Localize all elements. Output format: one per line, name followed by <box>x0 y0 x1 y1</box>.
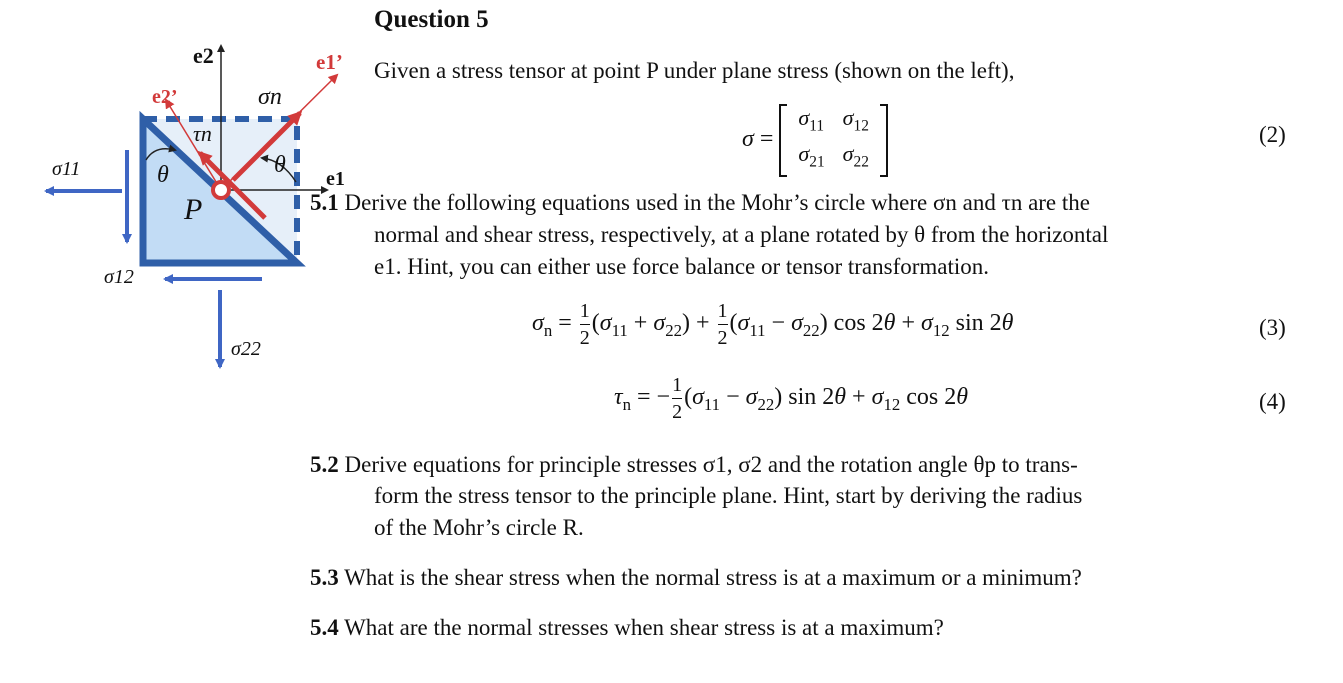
item-5-2-line1: Derive equations for principle stresses σ1, σ2 and the rotation angle θp to trans- <box>344 452 1078 477</box>
equation-3: $\sigma_n$ = $\frac{1}{2}$ $(\sigma_{11} + \sigma_{22})$ + $\frac{1}{2}$ $(\sigma_{11} - \sigma_{22})$ $\cos 2\theta + \sigma_{12}$ sin 2θ <box>532 300 1014 349</box>
item-5-2-line2: form the stress tensor to the principle plane. Hint, start by deriving the radius <box>374 483 1083 508</box>
item-5-1-line2: normal and shear stress, respectively, at a plane rotated by θ from the horizontal <box>374 222 1109 247</box>
label-sigma22: σ22 <box>231 338 261 360</box>
label-P: P <box>184 193 203 226</box>
item-5-3-number: 5.3 <box>310 565 339 590</box>
item-5-2-line3: of the Mohr’s circle R. <box>374 515 584 540</box>
item-5-4-number: 5.4 <box>310 615 339 640</box>
label-sigma12: σ12 <box>104 266 134 288</box>
equation-4-number: (4) <box>1259 389 1286 414</box>
point-p-marker <box>213 182 229 198</box>
label-e1-prime: e1’ <box>316 50 343 74</box>
item-5-1-number: 5.1 <box>310 190 339 215</box>
stress-element-diagram <box>0 0 360 400</box>
equation-2-number: (2) <box>1259 122 1286 147</box>
item-5-1-line3: e1. Hint, you can either use force balance or tensor transformation. <box>374 254 990 279</box>
item-5-2-number: 5.2 <box>310 452 339 477</box>
question-title: Question 5 <box>374 6 489 33</box>
item-5-4-text: What are the normal stresses when shear stress is at a maximum? <box>344 615 944 640</box>
equation-4: $\tau_n$ = − $\frac{1}{2}$ $(\sigma_{11} - \sigma_{22})$ $\sin 2\theta + \sigma_{12}$ cos 2θ <box>614 374 969 423</box>
label-e2: e2 <box>193 43 214 68</box>
label-sigma-n: σn <box>258 84 282 110</box>
equation-3-number: (3) <box>1259 315 1286 340</box>
label-theta-left: θ <box>157 162 169 188</box>
item-5-1-line1: Derive the following equations used in the Mohr’s circle where σn and τn are the <box>344 190 1090 215</box>
item-5-1 <box>310 187 1090 219</box>
item-5-3-text: What is the shear stress when the normal stress is at a maximum or a minimum? <box>344 565 1082 590</box>
item-5-2 <box>310 449 1078 481</box>
label-theta-right: θ <box>274 152 286 178</box>
item-5-3 <box>310 562 1082 594</box>
equation-2: σ = $\sigma_{11}$ $\sigma_{12}$ $\sigma_{21}$ $\sigma_{22}$ <box>742 104 888 177</box>
label-tau-n: τn <box>193 121 212 146</box>
label-e2-prime: e2’ <box>152 86 178 108</box>
question-intro: Given a stress tensor at point P under plane stress (shown on the left), <box>374 58 1015 83</box>
item-5-4 <box>310 612 944 644</box>
label-e1: e1 <box>326 168 345 190</box>
label-sigma11: σ11 <box>52 158 81 180</box>
